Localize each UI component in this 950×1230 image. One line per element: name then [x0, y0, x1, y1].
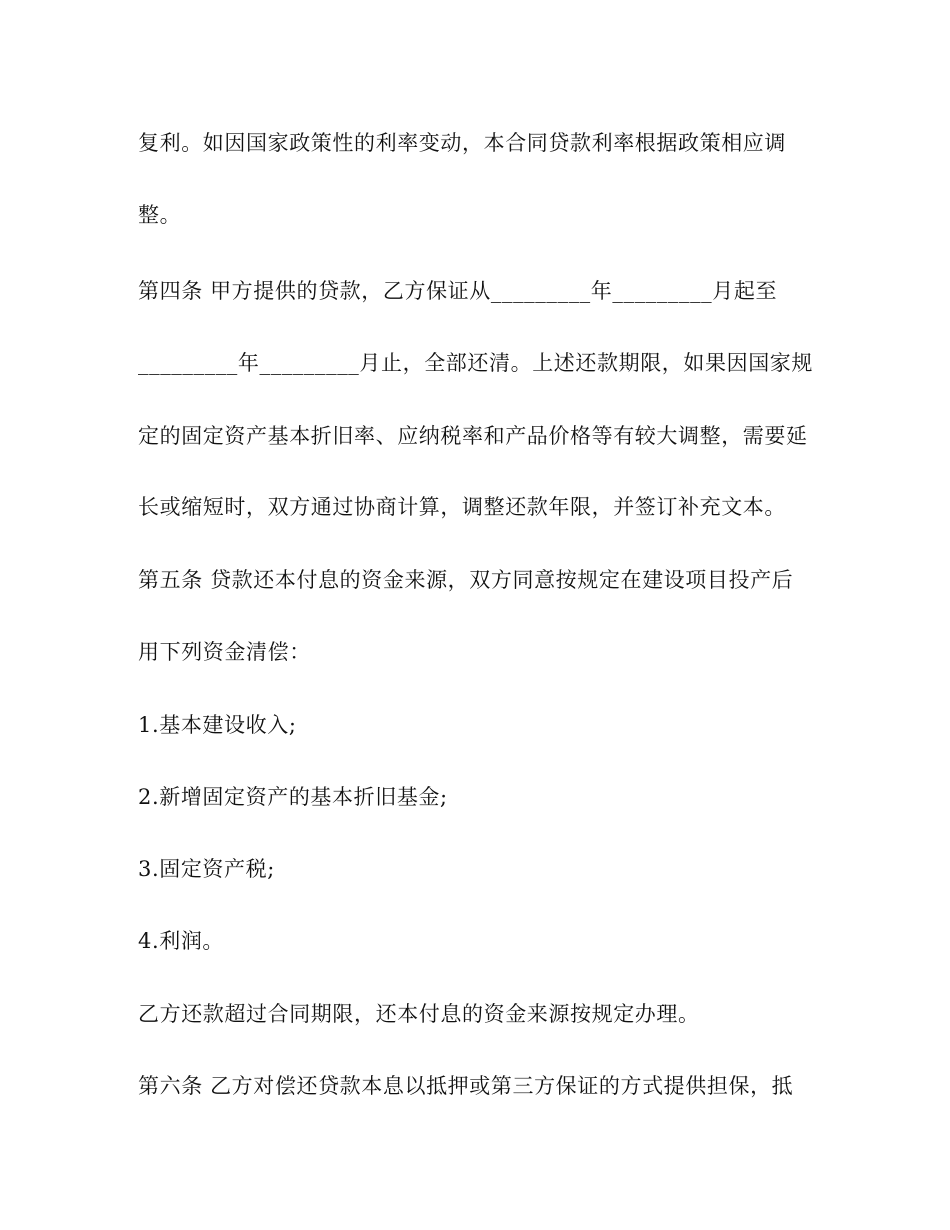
list-item: 3.固定资产税; [138, 857, 275, 881]
list-item: 2.新增固定资产的基本折旧基金; [138, 785, 448, 809]
list-item: 1.基本建设收入; [138, 713, 297, 737]
article-6-line: 第六条 乙方对偿还贷款本息以抵押或第三方保证的方式提供担保，抵 [138, 1074, 794, 1098]
article-5-line: 第五条 贷款还本付息的资金来源，双方同意按规定在建设项目投产后 [138, 568, 794, 592]
list-item: 4.利润。 [138, 929, 225, 953]
paragraph-line: _________年_________月止，全部还清。上述还款期限，如果因国家规 [138, 351, 813, 375]
article-4-line: 第四条 甲方提供的贷款，乙方保证从_________年_________月起至 [138, 279, 778, 303]
paragraph-line: 用下列资金清偿： [138, 640, 311, 664]
paragraph-line: 乙方还款超过合同期限，还本付息的资金来源按规定办理。 [138, 1002, 700, 1026]
paragraph-line: 长或缩短时，双方通过协商计算，调整还款年限，并签订补充文本。 [138, 495, 786, 519]
paragraph-line: 整。 [138, 203, 182, 227]
paragraph-line: 复利。如因国家政策性的利率变动，本合同贷款利率根据政策相应调 [138, 131, 786, 155]
paragraph-line: 定的固定资产基本折旧率、应纳税率和产品价格等有较大调整，需要延 [138, 424, 808, 448]
